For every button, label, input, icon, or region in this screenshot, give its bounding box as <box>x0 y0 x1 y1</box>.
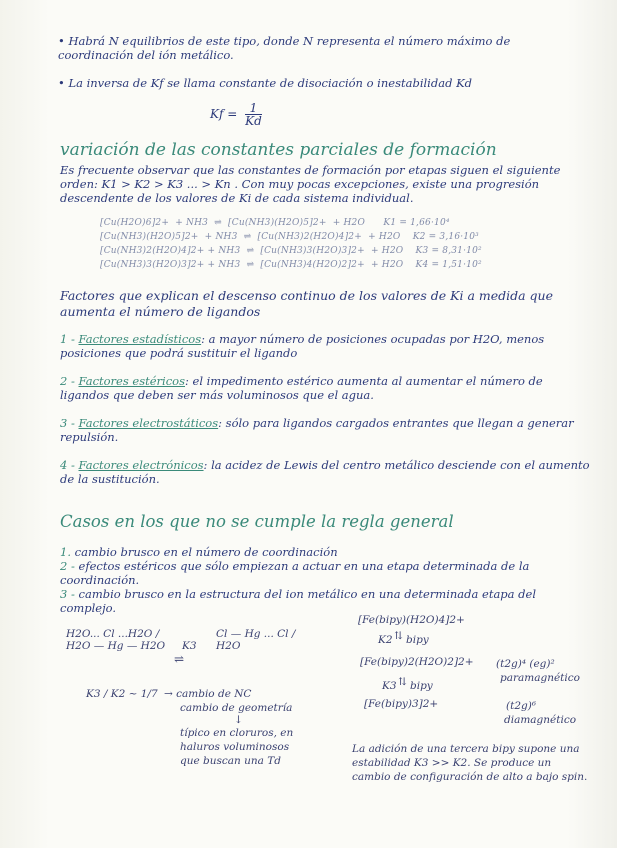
bipy-note: La adición de una tercera bipy supone una estabilidad K3 >> K2. Se produce un cambio de configuración de alto a bajo spin. <box>352 743 588 783</box>
paragraph-factors-intro: Factores que explican el descenso continuo de los valores de Ki a medida que aumenta el número de ligandos <box>60 288 553 319</box>
equation-line: [Cu(H2O)6]2+ + NH3 ⇌ [Cu(NH3)(H2O)5]2+ + H2O K1 = 1,66·10⁴ <box>100 218 450 228</box>
factor-number: 3 - <box>60 416 75 430</box>
equilibrium-arrow-icon: ⇌ <box>174 652 185 666</box>
k3-label: K3 <box>182 640 197 652</box>
ratio-label: K3 / K2 ~ 1/7 <box>86 688 158 700</box>
fe-complex-2: [Fe(bipy)2(H2O)2]2+ <box>360 656 474 668</box>
bipy-label-2: bipy <box>410 680 433 692</box>
fe-complex-1: [Fe(bipy)(H2O)4]2+ <box>358 614 465 626</box>
case-text: efectos estéricos que sólo empiezan a actuar en una etapa determinada de la coordinación. <box>60 559 530 587</box>
paramagnetic-label: paramagnético <box>500 672 580 684</box>
config-high-spin: (t2g)⁴ (eg)² <box>496 658 555 670</box>
geometry-change-label: cambio de geometría <box>180 702 293 714</box>
kf-formula <box>210 102 262 127</box>
factor-title: Factores estéricos <box>78 374 185 388</box>
case-text: cambio brusco en la estructura del ion metálico en una determinada etapa del complejo. <box>60 587 537 615</box>
factor-number: 2 - <box>60 374 75 388</box>
factor-text: : a mayor número de posiciones ocupadas por H2O, menos posiciones que podrá sustituir el ligando <box>60 332 545 360</box>
case-text: cambio brusco en el número de coordinación <box>74 545 338 559</box>
factor-number: 1 - <box>60 332 75 346</box>
fe-complex-3: [Fe(bipy)3]2+ <box>364 698 439 710</box>
case-number: 2 - <box>60 559 75 573</box>
paragraph-order: Es frecuente observar que las constantes de formación por etapas siguen el siguiente orden: K1 > K2 > K3 ... > Kn . Con muy pocas excepciones, existe una progresión descendente de los valores de Ki de cada sistema individual. <box>60 163 561 205</box>
kf-fraction <box>245 102 262 127</box>
bullet-inverse: • La inversa de Kf se llama constante de disociación o inestabilidad Kd <box>58 76 473 90</box>
hg-complex-right: Cl — Hg ... Cl / H2O <box>216 628 296 652</box>
factor-number: 4 - <box>60 458 75 472</box>
equation-line: [Cu(NH3)2(H2O)4]2+ + NH3 ⇌ [Cu(NH3)3(H2O)3]2+ + H2O K3 = 8,31·10² <box>100 246 482 256</box>
config-low-spin: (t2g)⁶ <box>506 700 537 712</box>
nc-change-label: → cambio de NC <box>164 688 252 700</box>
k2-label: K2 <box>378 634 393 646</box>
factor-text: : sólo para ligandos cargados entrantes que llegan a generar repulsión. <box>60 416 574 444</box>
equilibrium-arrow-vertical-icon: ⇅ <box>394 630 403 642</box>
equation-line: [Cu(NH3)(H2O)5]2+ + NH3 ⇌ [Cu(NH3)2(H2O)4]2+ + H2O K2 = 3,16·10³ <box>100 232 479 242</box>
case-item <box>60 587 590 615</box>
case-number: 3 - <box>60 587 75 601</box>
factor-item <box>60 458 590 486</box>
heading-exceptions: Casos en los que no se cumple la regla general <box>60 512 454 531</box>
kf-lhs: Kf = <box>210 107 238 121</box>
k3-label-2: K3 <box>382 680 397 692</box>
factor-title: Factores electrónicos <box>78 458 204 472</box>
bullet-equilibria: • Habrá N equilibrios de este tipo, donde N representa el número máximo de coordinación del ión metálico. <box>58 34 511 62</box>
factor-text: : la acidez de Lewis del centro metálico desciende con el aumento de la sustitución. <box>60 458 590 486</box>
hg-complex-left: H2O... Cl ...H2O / H2O — Hg — H2O <box>66 628 166 652</box>
factor-item <box>60 332 590 360</box>
case-item <box>60 559 590 587</box>
heading-variation: variación de las constantes parciales de formación <box>60 140 497 160</box>
down-arrow-icon: ↓ <box>234 714 243 726</box>
typical-note: típico en cloruros, en haluros voluminosos que buscan una Td <box>180 727 294 767</box>
factor-title: Factores electrostáticos <box>78 416 219 430</box>
factor-title: Factores estadísticos <box>78 332 202 346</box>
case-item <box>60 545 590 559</box>
case-number: 1. <box>60 545 71 559</box>
diamagnetic-label: diamagnético <box>504 714 577 726</box>
kf-numerator: 1 <box>245 102 262 115</box>
kf-denominator: Kd <box>245 114 262 128</box>
equilibrium-arrow-vertical-icon: ⇅ <box>398 676 407 688</box>
factor-item <box>60 374 590 402</box>
equation-line: [Cu(NH3)3(H2O)3]2+ + NH3 ⇌ [Cu(NH3)4(H2O)2]2+ + H2O K4 = 1,51·10² <box>100 260 482 270</box>
factor-item <box>60 416 590 444</box>
factor-text: : el impedimento estérico aumenta al aumentar el número de ligandos que deben ser más voluminosos que el agua. <box>60 374 543 402</box>
bipy-label: bipy <box>406 634 429 646</box>
